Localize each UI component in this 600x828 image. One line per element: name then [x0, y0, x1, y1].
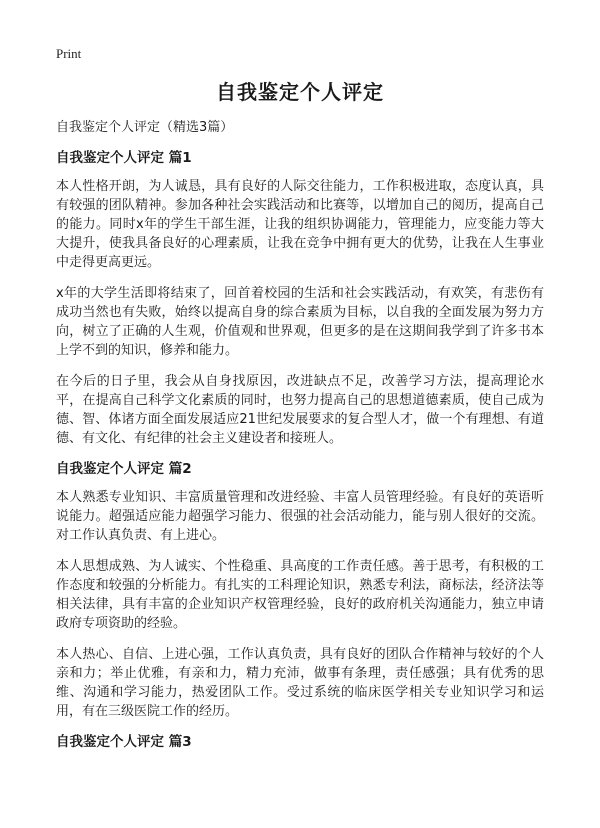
section-3	[56, 733, 544, 751]
paragraph: 在今后的日子里，我会从自身找原因，改进缺点不足，改善学习方法，提高理论水平，在提高自己科学文化素质的同时，也努力提高自己的思想道德素质，使自己成为德、智、体诸方面全面发展适应21世纪发展要求的复合型人才，做一个有理想、有道德、有文化、有纪律的社会主义建设者和接班人。	[56, 374, 544, 446]
document-subtitle: 自我鉴定个人评定（精选3篇）	[56, 120, 234, 135]
document-title: 自我鉴定个人评定	[216, 80, 384, 104]
section-heading: 自我鉴定个人评定 篇2	[56, 461, 192, 477]
paragraph: 本人思想成熟、为人诚实、个性稳重、具高度的工作责任感。善于思考，有积极的工作态度和较强的分析能力。有扎实的工科理论知识，熟悉专利法，商标法，经济法等相关法律，具有丰富的企业知识产权管理经验，良好的政府机关沟通能力，独立申请政府专项资助的经验。	[56, 559, 544, 631]
section-heading: 自我鉴定个人评定 篇3	[56, 734, 192, 750]
section-heading: 自我鉴定个人评定 篇1	[56, 150, 192, 166]
paragraph: 本人性格开朗，为人诚恳，具有良好的人际交往能力，工作积极进取，态度认真，具有较强的团队精神。参加各种社会实践活动和比赛等，以增加自己的阅历，提高自己的能力。同时x年的学生干部生涯，让我的组织协调能力，管理能力，应变能力等大大提升，使我具备良好的心理素质，让我在竞争中拥有更大的优势，让我在人生事业中走得更高更远。	[56, 179, 544, 270]
print-label[interactable]: Print	[56, 46, 82, 61]
paragraph: x年的大学生活即将结束了，回首着校园的生活和社会实践活动，有欢笑，有悲伤有成功当然也有失败，始终以提高自身的综合素质为目标，以自我的全面发展为努力方向，树立了正确的人生观，价值观和世界观，但更多的是在这期间我学到了许多书本上学不到的知识，修养和能力。	[56, 286, 544, 358]
section-1	[56, 149, 544, 448]
paragraph: 本人热心、自信、上进心强，工作认真负责，具有良好的团队合作精神与较好的个人亲和力；举止优雅，有亲和力，精力充沛，做事有条理，责任感强；具有优秀的思维、沟通和学习能力，热爱团队工作。受过系统的临床医学相关专业知识学习和运用，有在三级医院工作的经历。	[56, 647, 544, 719]
section-2	[56, 460, 544, 721]
paragraph: 本人熟悉专业知识、丰富质量管理和改进经验、丰富人员管理经验。有良好的英语听说能力。超强适应能力超强学习能力、很强的社会活动能力，能与别人很好的交流。对工作认真负责、有上进心。	[56, 490, 544, 543]
